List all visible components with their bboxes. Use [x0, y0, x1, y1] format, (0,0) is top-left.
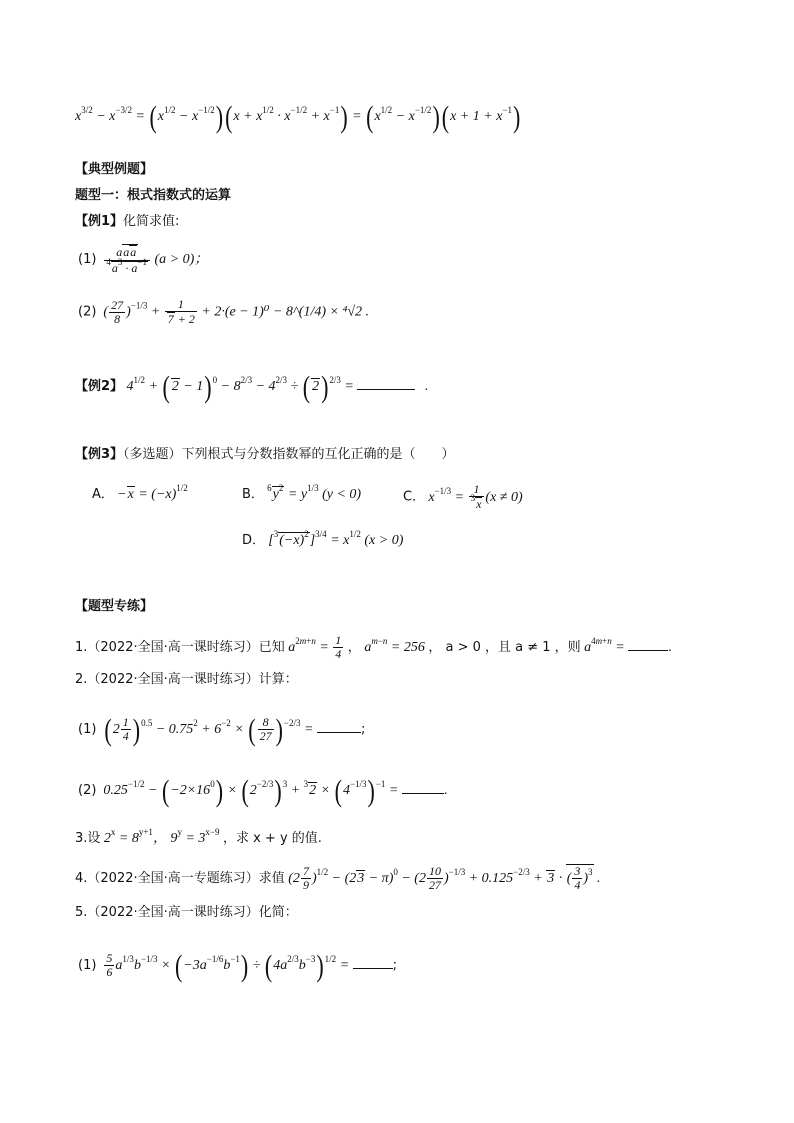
q2-part1-number: (1): [78, 721, 97, 737]
q2-part1-answer-blank[interactable]: [317, 732, 361, 733]
practice-q4: 4.（2022·全国·高一专题练习）求值 (2 $\frac{7}{9}$ )$^{1/2} - (23 - \pi)^0 - (2$ $\frac{10}{27}$ )$^{-1/3} + 0.125^{-2/3} + 3$ · ( $\frac{3}{4}$ )$^3$ .: [75, 864, 601, 893]
q5-part1-number: (1): [78, 957, 97, 973]
q1-comma: ，: [347, 639, 361, 655]
example1-part1-number: (1): [78, 252, 97, 268]
practice-q5: 5.（2022·全国·高一课时练习）化简：: [75, 905, 298, 920]
example1-header: [75, 215, 179, 228]
q1-answer-blank[interactable]: [628, 650, 668, 651]
example1-part2-number: (2): [78, 304, 97, 320]
q2-part2-answer-blank[interactable]: [402, 793, 444, 794]
example1-part2-tail: + 2·(e − 1)⁰ − 8^(1/4) × ⁴√2 .: [201, 304, 370, 320]
section-typical-examples: 【典型例题】: [75, 162, 154, 177]
section-type-one: 题型一：根式指数式的运算: [75, 188, 232, 203]
example1-label: 【例1】: [75, 214, 124, 229]
example1-part1-condition: (a > 0)；: [154, 252, 209, 268]
practice-q5-part1: (1) $\frac{5}{6}$ $a^{1/3}b^{-1/3} \times (-3a^{-1/6}b^{-1}) \div (4a^{2/3}b^{-3})^{1/2}$ = ;: [78, 947, 398, 983]
option-b-label: B．: [242, 487, 264, 502]
example3-option-b[interactable]: B． $^6y^2 = y^{1/3}$ (y < 0): [242, 483, 362, 502]
example1-part1: [78, 244, 208, 276]
example1-part2: (2) ( $\frac{27}{8}$ )$^{-1/3}$ + $\frac{1}{7 + 2}$ + 2·(e − 1)⁰ − 8^(1/4) × ⁴√2 .: [78, 297, 370, 327]
practice-q1: 1.（2022·全国·高一课时练习）已知 $a^{2m+n}$ = $\frac{1}{4}$ ， $a^{m-n} = 256$ ， a > 0 ，且 a ≠ 1 ，则 $a^{4m+n}$ = .: [75, 633, 672, 662]
example1-part1-fraction: $\frac{\text{aaa}}{^4a^3 \cdot a^{-1}}$: [104, 244, 150, 276]
example1-title: 化简求值:: [123, 214, 180, 229]
practice-q3: 3.设 $2^x = 8^{y+1}$， $9^y = 3^{x-9}$ ，求 x + y 的值.: [75, 827, 322, 846]
q5-part1-answer-blank[interactable]: [353, 968, 393, 969]
example3-option-c[interactable]: C． $x^{-1/3}$ = $\frac{1}{^3x}$ (x ≠ 0): [403, 482, 523, 512]
example2-period: .: [424, 379, 429, 395]
q1-condition: ， a > 0 ，且 a ≠ 1 ，则: [428, 639, 581, 655]
practice-q2-part1: (1) (2 $\frac{1}{4}$ )$^{0.5} - 0.75^2 + 6^{-2}$ × ( $\frac{8}{27}$ )$^{-2/3}$ = ;: [78, 711, 366, 747]
example3-option-a[interactable]: A． $-x = (-x)^{1/2}$: [92, 483, 188, 502]
practice-q2-part2: (2) $0.25^{-1/2} - (-2\times 16^0) \times (2^{-2/3})^3 + ^32 \times (4^{-1/3})^{-1}$ = .: [78, 772, 448, 808]
example3-stem: [75, 448, 455, 461]
q2-part2-number: (2): [78, 783, 97, 799]
option-a-label: A．: [92, 487, 114, 502]
example2-label: 【例2】: [75, 379, 124, 395]
example2: 【例2】 $4^{1/2}$ + ( $2 - 1)^0 - 8^{2/3} - 4^{2/3}$ ÷ ( 2)$^{2/3}$ = .: [75, 368, 429, 404]
identity-formula: $x^{3/2} - x^{-3/2} = (x^{1/2} - x^{-1/2})(x + x^{1/2} \cdot x^{-1/2} + x^{-1}) = (x^{1/2} - x^{-1/2})(x + 1 + x^{-1})$: [75, 98, 521, 134]
q4-source: 4.（2022·全国·高一专题练习）求值: [75, 870, 285, 886]
example3-label: 【例3】: [75, 447, 124, 462]
example3-question: （多选题）下列根式与分数指数幂的互化正确的是（ ）: [123, 447, 455, 462]
q3-prefix: 3.设: [75, 831, 101, 846]
option-d-label: D．: [242, 533, 266, 548]
option-c-label: C．: [403, 489, 426, 505]
section-practice: 【题型专练】: [75, 599, 154, 614]
example3-option-d[interactable]: D． $[^3(-x)^2]^{3/4} = x^{1/2}$ (x > 0): [242, 529, 404, 548]
q1-source: 1.（2022·全国·高一课时练习）已知: [75, 639, 285, 655]
practice-q2: 2.（2022·全国·高一课时练习）计算：: [75, 672, 298, 687]
example2-answer-blank[interactable]: [357, 389, 415, 390]
q3-suffix: ，求 x + y 的值.: [222, 831, 322, 846]
